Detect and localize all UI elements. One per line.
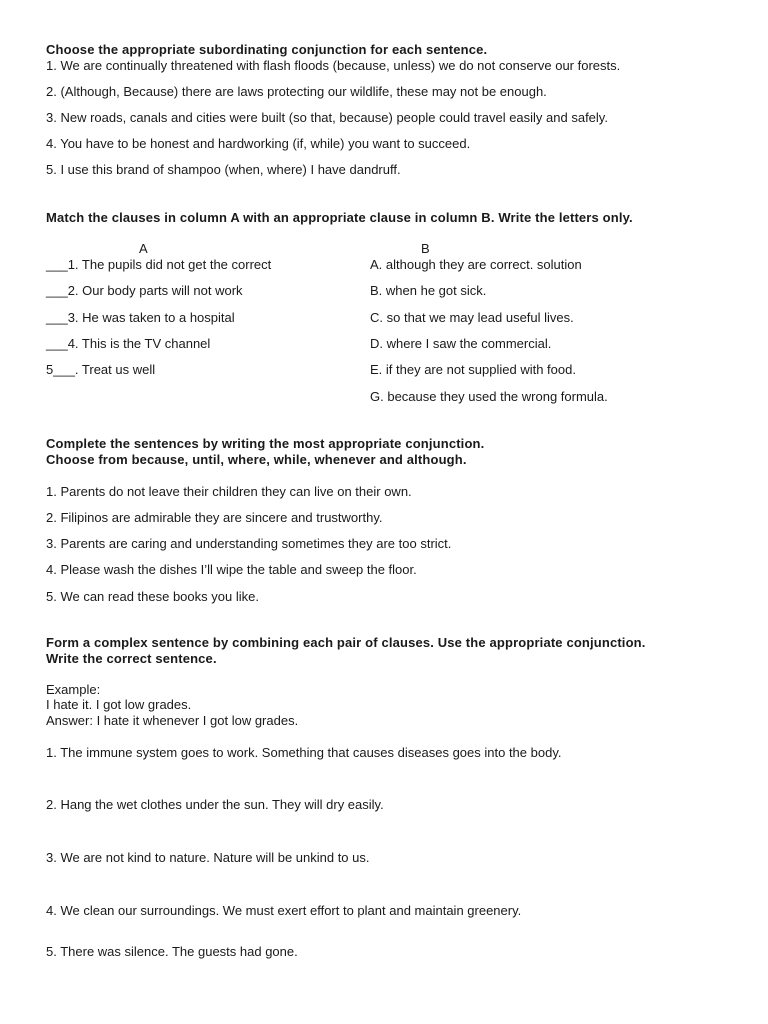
- column-a-item: ___1. The pupils did not get the correct: [46, 257, 272, 272]
- section3-item-2: 2. Filipinos are admirable they are sincere and trustworthy.: [46, 510, 383, 525]
- section3-title-line2: Choose from because, until, where, while, whenever and although.: [46, 452, 467, 467]
- section4-title-line2: Write the correct sentence.: [46, 651, 217, 666]
- column-b-item: A. although they are correct. solution: [370, 257, 582, 272]
- section3-item-5: 5. We can read these books you like.: [46, 589, 259, 604]
- section4-title-line1: Form a complex sentence by combining each pair of clauses. Use the appropriate conjunction.: [46, 635, 646, 650]
- example-answer: Answer: I hate it whenever I got low grades.: [46, 713, 299, 728]
- section3-item-4: 4. Please wash the dishes I’ll wipe the table and sweep the floor.: [46, 562, 417, 577]
- section3-title-line1: Complete the sentences by writing the most appropriate conjunction.: [46, 436, 485, 451]
- section1-item-2: 2. (Although, Because) there are laws protecting our wildlife, these may not be enough.: [46, 84, 547, 99]
- section4-item-5: 5. There was silence. The guests had gone.: [46, 944, 298, 959]
- section3-item-3: 3. Parents are caring and understanding sometimes they are too strict.: [46, 536, 452, 551]
- column-b-header: B: [421, 241, 430, 256]
- example-label: Example:: [46, 682, 101, 697]
- column-b-item: G. because they used the wrong formula.: [370, 389, 608, 404]
- section1-item-5: 5. I use this brand of shampoo (when, where) I have dandruff.: [46, 162, 401, 177]
- column-b-item: D. where I saw the commercial.: [370, 336, 552, 351]
- section1-title: Choose the appropriate subordinating conjunction for each sentence.: [46, 42, 488, 57]
- column-b-item: C. so that we may lead useful lives.: [370, 310, 574, 325]
- section1-item-3: 3. New roads, canals and cities were built (so that, because) people could travel easily and safely.: [46, 110, 608, 125]
- column-b-item: B. when he got sick.: [370, 283, 487, 298]
- column-a-item: ___2. Our body parts will not work: [46, 283, 243, 298]
- section1-item-4: 4. You have to be honest and hardworking (if, while) you want to succeed.: [46, 136, 471, 151]
- section4-item-1: 1. The immune system goes to work. Something that causes diseases goes into the body.: [46, 745, 562, 760]
- section3-item-1: 1. Parents do not leave their children they can live on their own.: [46, 484, 412, 499]
- column-a-item: ___3. He was taken to a hospital: [46, 310, 235, 325]
- column-a-item: 5___. Treat us well: [46, 362, 156, 377]
- section4-item-4: 4. We clean our surroundings. We must exert effort to plant and maintain greenery.: [46, 903, 522, 918]
- section4-item-2: 2. Hang the wet clothes under the sun. They will dry easily.: [46, 797, 384, 812]
- section1-item-1: 1. We are continually threatened with flash floods (because, unless) we do not conserve our forests.: [46, 58, 621, 73]
- column-a-header: A: [139, 241, 148, 256]
- section4-item-3: 3. We are not kind to nature. Nature will be unkind to us.: [46, 850, 370, 865]
- section2-title: Match the clauses in column A with an appropriate clause in column B. Write the letters only.: [46, 210, 633, 225]
- column-a-item: ___4. This is the TV channel: [46, 336, 211, 351]
- example-clauses: I hate it. I got low grades.: [46, 697, 192, 712]
- column-b-item: E. if they are not supplied with food.: [370, 362, 576, 377]
